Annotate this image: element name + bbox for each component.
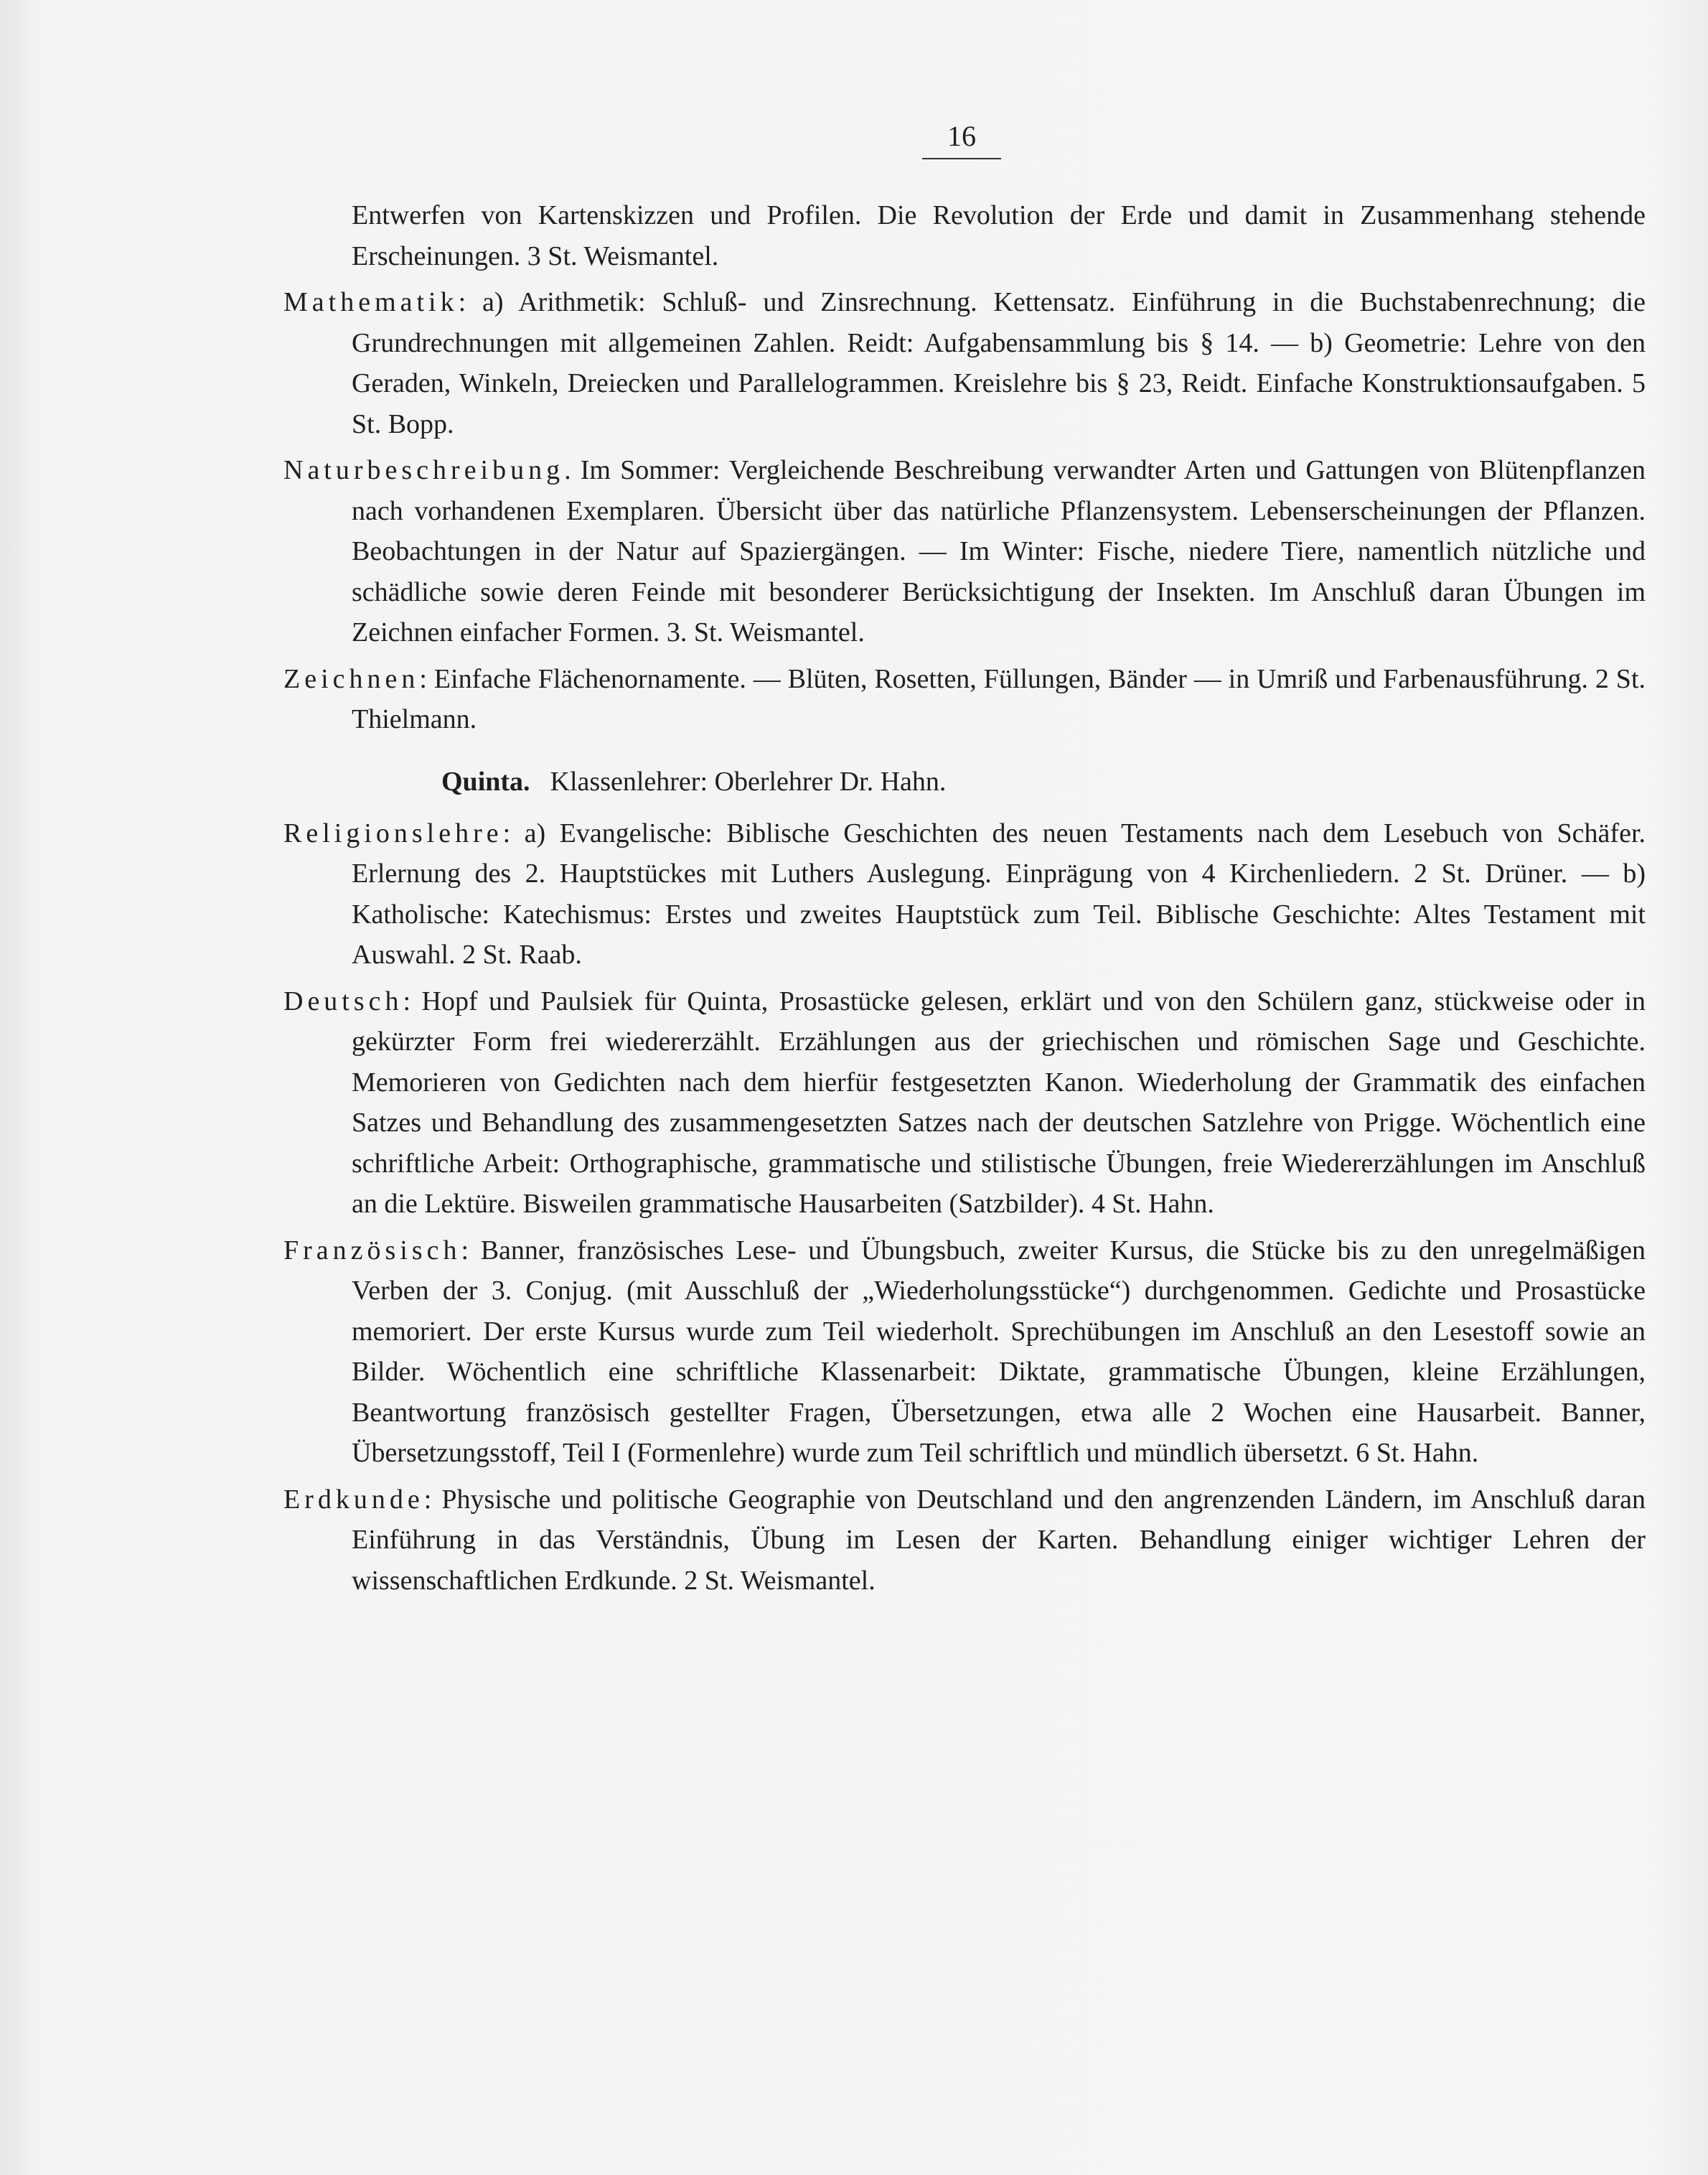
paragraph-mathematik <box>283 282 1646 444</box>
paragraph-zeichnen <box>283 659 1646 740</box>
paragraph-text: : a) Evangelische: Biblische Geschichten des neuen Testaments nach dem Lesebuch von Schäfer. Erlernung des 2. Hauptstückes mit Luthers Auslegung. Einprägung von 4 Kirchenliedern. 2 St. Drüner. — b) Katholische: Katechismus: Erstes und zweites Hauptstück zum Teil. Biblische Geschichte: Altes Testament mit Auswahl. 2 St. Raab. <box>352 818 1646 970</box>
subject-label: Mathematik <box>283 287 459 317</box>
paragraph-text: : Physische und politische Geographie von Deutschland und den angrenzenden Ländern, im Anschluß daran Einführung in das Verständnis, Übung im Lesen der Karten. Behandlung einiger wichtiger Lehren der wissenschaftlichen Erdkunde. 2 St. Weismantel. <box>352 1484 1646 1596</box>
paragraph-text: . Im Sommer: Vergleichende Beschreibung verwandter Arten und Gattungen von Blütenpflanzen nach vorhandenen Exemplaren. Übersicht über das natürliche Pflanzensystem. Lebenserscheinungen der Pflanzen. Beobachtungen in der Natur auf Spaziergängen. — Im Winter: Fische, niedere Tiere, namentlich nützliche und schädliche sowie deren Feinde mit besonderer Berücksichtigung der Insekten. Im Anschluß daran Übungen im Zeichnen einfacher Formen. 3. St. Weismantel. <box>352 455 1646 647</box>
paragraph-text: : Einfache Flächenornamente. — Blüten, Rosetten, Füllungen, Bänder — in Umriß und Farbenausführung. 2 St. Thielmann. <box>352 663 1646 734</box>
subject-label: Zeichnen <box>283 663 420 694</box>
subject-label: Französisch <box>283 1235 461 1266</box>
paragraph-religionslehre <box>283 813 1646 976</box>
page-content <box>283 195 1646 1606</box>
subject-label: Religionslehre <box>283 818 503 848</box>
section-heading <box>283 762 1646 802</box>
subject-label: Naturbeschreibung <box>283 455 565 485</box>
page-number-rule <box>922 158 1001 159</box>
paragraph-text: : a) Arithmetik: Schluß- und Zinsrechnung. Kettensatz. Einführung in die Buchstabenrechnung; die Grundrechnungen mit allgemeinen Zahlen. Reidt: Aufgabensammlung bis § 14. — b) Geometrie: Lehre von den Geraden, Winkeln, Dreiecken und Parallelogrammen. Kreislehre bis § 23, Reidt. Einfache Konstruktionsaufgaben. 5 St. Bopp. <box>352 287 1646 439</box>
paragraph-text: : Banner, französisches Lese- und Übungsbuch, zweiter Kursus, die Stücke bis zu den unregelmäßigen Verben der 3. Conjug. (mit Ausschluß der „Wiederholungsstücke“) durchgenommen. Gedichte und Prosastücke memoriert. Der erste Kursus wurde zum Teil wiederholt. Sprechübungen im Anschluß an den Lesestoff sowie an Bilder. Wöchentlich eine schriftliche Klassenarbeit: Diktate, grammatische Übungen, kleine Erzählungen, Beantwortung französisch gestellter Fragen, Übersetzungen, etwa alle 2 Wochen eine Hausarbeit. Banner, Übersetzungsstoff, Teil I (Formenlehre) wurde zum Teil schriftlich und mündlich übersetzt. 6 St. Hahn. <box>352 1235 1646 1468</box>
section-title: Quinta. <box>441 766 530 797</box>
paragraph-erdkunde-continued <box>283 195 1646 276</box>
page-number: 16 <box>947 120 976 152</box>
paragraph-text: : Hopf und Paulsiek für Quinta, Prosastücke gelesen, erklärt und von den Schülern ganz, stückweise oder in gekürzter Form frei wiedererzählt. Erzählungen aus der griechischen und römischen Sage und Geschichte. Memorieren von Gedichten nach dem hierfür festgesetzten Kanon. Wiederholung der Grammatik des einfachen Satzes und Behandlung des zusammengesetzten Satzes nach der deutschen Satzlehre von Prigge. Wöchentlich eine schriftliche Arbeit: Orthographische, grammatische und stilistische Übungen, freie Wiedererzählungen im Anschluß an die Lektüre. Bisweilen grammatische Hausarbeiten (Satzbilder). 4 St. Hahn. <box>352 986 1646 1219</box>
subject-label: Deutsch <box>283 986 403 1016</box>
paragraph-naturbeschreibung <box>283 450 1646 653</box>
paragraph-franzoesisch <box>283 1230 1646 1474</box>
paragraph-text: Entwerfen von Kartenskizzen und Profilen. Die Revolution der Erde und damit in Zusammenhang stehende Erscheinungen. 3 St. Weismantel. <box>352 200 1646 271</box>
subject-label: Erdkunde <box>283 1484 424 1515</box>
paragraph-deutsch <box>283 981 1646 1225</box>
section-subtitle: Klassenlehrer: Oberlehrer Dr. Hahn. <box>550 766 947 797</box>
paragraph-erdkunde <box>283 1479 1646 1601</box>
